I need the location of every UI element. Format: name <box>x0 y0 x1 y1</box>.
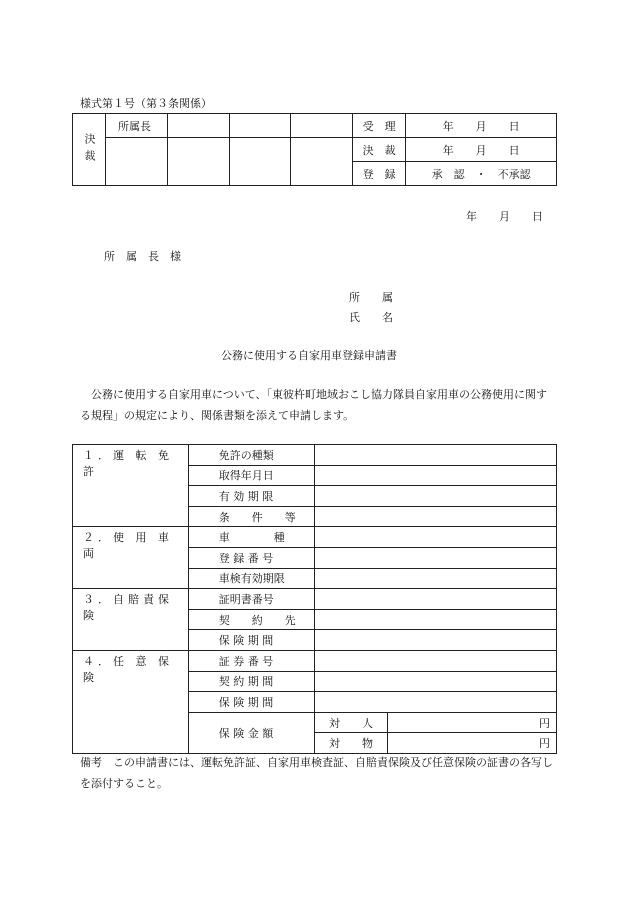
field-value[interactable] <box>314 568 556 589</box>
field-label: 車 種 <box>188 527 314 548</box>
field-value[interactable] <box>314 692 556 713</box>
field-value[interactable] <box>314 671 556 692</box>
addressee: 所 属 長 様 <box>104 250 181 263</box>
affiliation-label: 所 属 <box>349 291 393 304</box>
form-number: 様式第１号（第３条関係） <box>80 97 212 110</box>
field-label: 免許の種類 <box>188 445 314 466</box>
field-label: 条 件 等 <box>188 506 314 527</box>
field-value[interactable] <box>314 589 556 610</box>
approval-box <box>72 113 557 186</box>
date-line[interactable]: 年 月 日 <box>466 210 543 223</box>
field-value[interactable] <box>314 486 556 507</box>
name-label: 氏 名 <box>349 311 393 324</box>
juri-label: 受 理 <box>353 114 406 138</box>
stamp-cell[interactable] <box>291 138 353 186</box>
stamp-cell[interactable] <box>229 114 291 138</box>
remarks-note: 備考 この申請書には、運転免許証、自家用車検査証、自賠責保険及び任意保険の証書の各写しを添付すること。 <box>80 756 553 790</box>
field-label: 契 約 先 <box>188 609 314 630</box>
field-label: 取得年月日 <box>188 465 314 486</box>
application-table <box>72 444 557 754</box>
section-compulsory-insurance: ３．自賠責保険 <box>73 589 189 651</box>
field-value[interactable] <box>314 506 556 527</box>
field-value[interactable] <box>314 650 556 671</box>
field-value[interactable] <box>314 465 556 486</box>
field-label: 有 効 期 限 <box>188 486 314 507</box>
body-text: 公務に使用する自家用車について、「東彼杵町地域おこし協力隊員自家用車の公務使用に関する規程」の規定により、関係書類を添えて申請します。 <box>80 388 548 422</box>
field-label: 車検有効期限 <box>188 568 314 589</box>
stamp-cell[interactable] <box>229 138 291 186</box>
shozokucho-label: 所属長 <box>106 114 168 138</box>
insurance-amount-label: 保 険 金 額 <box>188 712 314 753</box>
toroku-approval[interactable]: 承 認 ・ 不承認 <box>406 162 557 186</box>
field-value[interactable] <box>314 527 556 548</box>
field-label: 保 険 期 間 <box>188 630 314 651</box>
insurance-property-value[interactable]: 円 <box>388 733 557 754</box>
section-license: １．運 転 免 許 <box>73 445 189 527</box>
stamp-cell[interactable] <box>168 138 230 186</box>
field-label: 登 録 番 号 <box>188 547 314 568</box>
kessai-label: 決 裁 <box>353 138 406 162</box>
stamp-cell[interactable] <box>291 114 353 138</box>
field-label: 契 約 期 間 <box>188 671 314 692</box>
section-voluntary-insurance: ４．任 意 保 険 <box>73 650 189 753</box>
stamp-cell[interactable] <box>168 114 230 138</box>
field-label: 証明書番号 <box>188 589 314 610</box>
field-label: 保 険 期 間 <box>188 692 314 713</box>
field-label: 証 券 番 号 <box>188 650 314 671</box>
toroku-label: 登 録 <box>353 162 406 186</box>
field-value[interactable] <box>314 609 556 630</box>
section-vehicle: ２．使 用 車 両 <box>73 527 189 589</box>
stamp-cell[interactable] <box>106 138 168 186</box>
juri-date[interactable]: 年 月 日 <box>406 114 557 138</box>
insurance-personal-label: 対 人 <box>314 712 388 733</box>
form-title: 公務に使用する自家用車登録申請書 <box>221 349 397 362</box>
field-value[interactable] <box>314 547 556 568</box>
field-value[interactable] <box>314 445 556 466</box>
insurance-personal-value[interactable]: 円 <box>388 712 557 733</box>
insurance-property-label: 対 物 <box>314 733 388 754</box>
approval-label: 決裁 <box>73 114 106 186</box>
field-value[interactable] <box>314 630 556 651</box>
kessai-date[interactable]: 年 月 日 <box>406 138 557 162</box>
